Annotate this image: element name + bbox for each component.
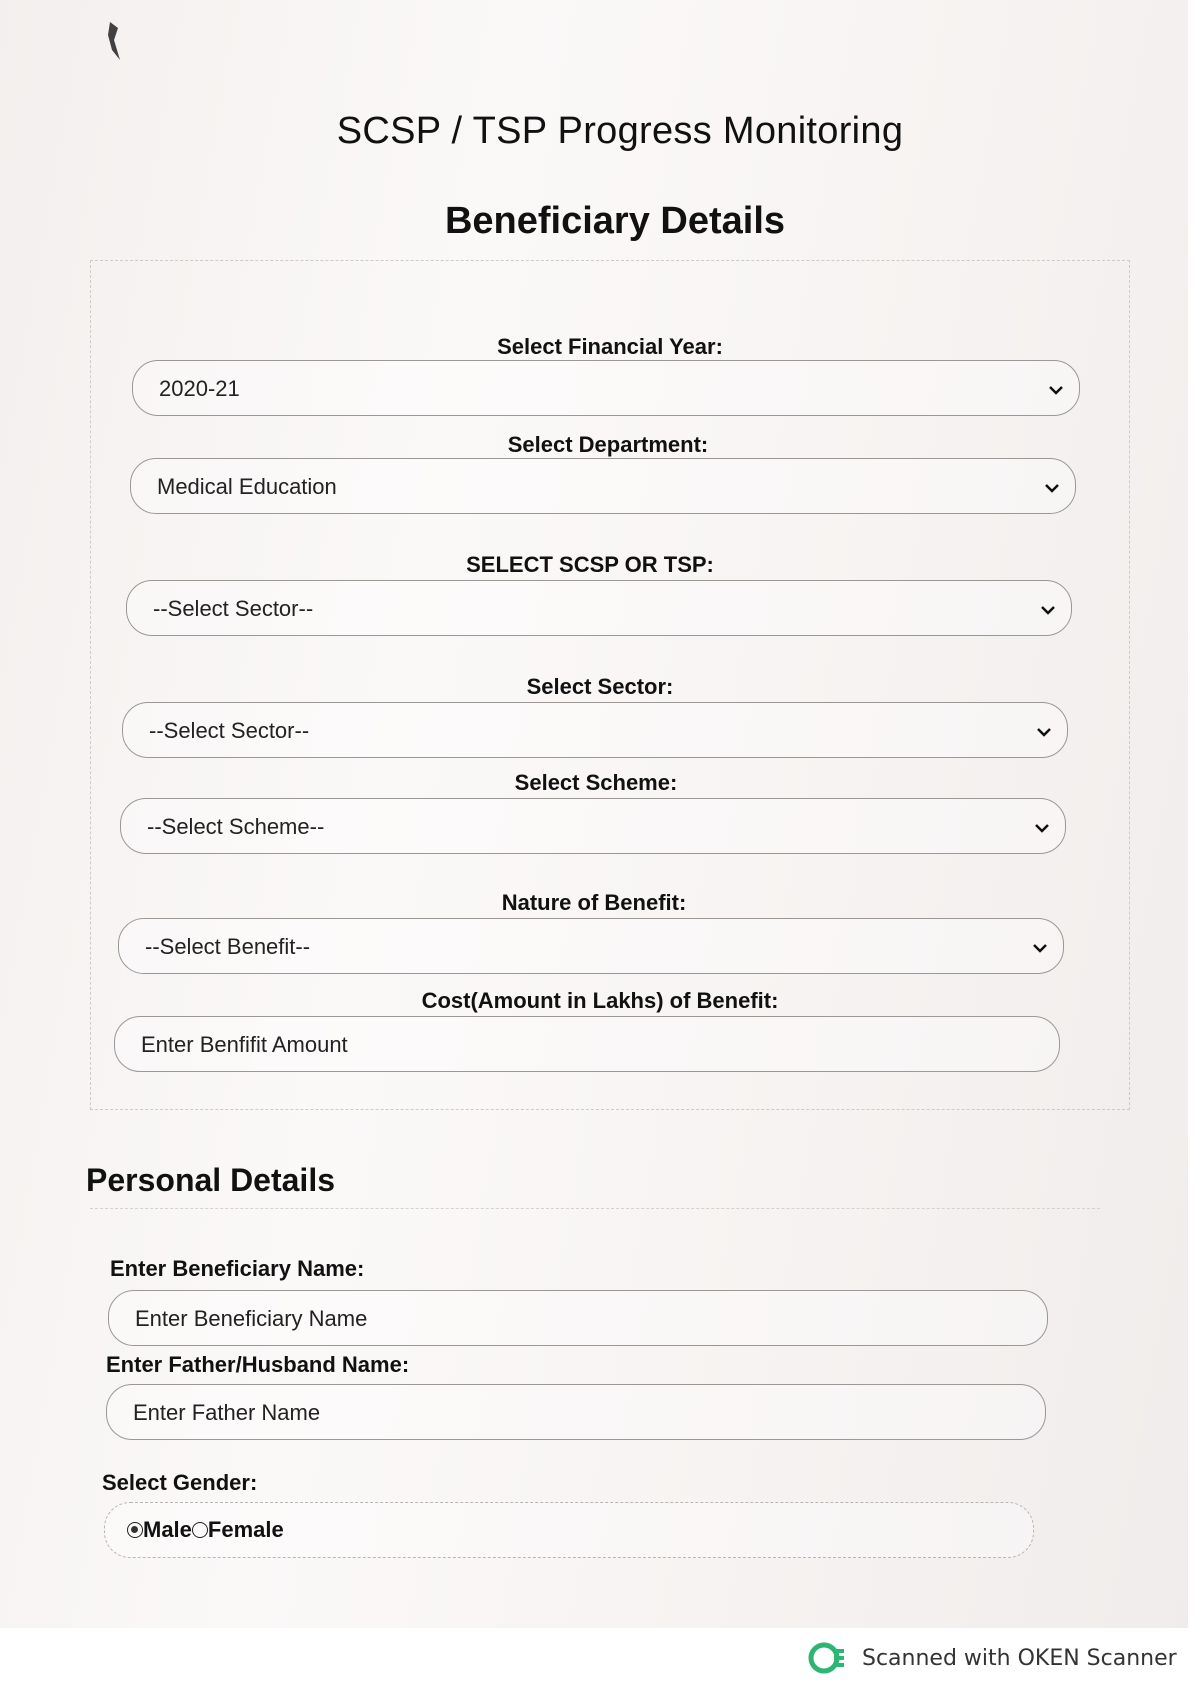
- sector-value: --Select Sector--: [149, 718, 310, 743]
- scheme-select[interactable]: [120, 798, 1066, 854]
- financial-year-label: Select Financial Year:: [497, 334, 723, 359]
- benefit-value: --Select Benefit--: [145, 934, 311, 959]
- male-label: Male: [143, 1517, 192, 1542]
- cost-label: Cost(Amount in Lakhs) of Benefit:: [421, 988, 779, 1013]
- gender-radio-group: [104, 1502, 1034, 1558]
- beneficiary-name-placeholder: Enter Beneficiary Name: [135, 1306, 368, 1331]
- chevron-down-icon: [1043, 479, 1061, 497]
- benefit-label: Nature of Benefit:: [501, 890, 687, 915]
- page-edge: [1188, 0, 1200, 1698]
- scanner-text: Scanned with OKEN Scanner: [862, 1645, 1177, 1671]
- scsp-tsp-select[interactable]: [126, 580, 1072, 636]
- cost-input[interactable]: [114, 1016, 1060, 1072]
- personal-details-title: Personal Details: [86, 1162, 335, 1198]
- female-label: Female: [207, 1517, 284, 1542]
- gender-label: Select Gender:: [102, 1470, 258, 1495]
- cost-placeholder: Enter Benfifit Amount: [141, 1032, 348, 1057]
- female-radio[interactable]: [192, 1522, 208, 1538]
- financial-year-select[interactable]: [132, 360, 1080, 416]
- beneficiary-name-input[interactable]: [108, 1290, 1048, 1346]
- form-title: Beneficiary Details: [444, 200, 786, 242]
- department-value: Medical Education: [157, 474, 337, 499]
- father-name-input[interactable]: [106, 1384, 1046, 1440]
- beneficiary-name-label: Enter Beneficiary Name:: [110, 1256, 365, 1281]
- scsp-tsp-label: SELECT SCSP OR TSP:: [466, 552, 714, 577]
- chevron-down-icon: [1039, 601, 1057, 619]
- financial-year-value: 2020-21: [159, 376, 240, 401]
- chevron-down-icon: [1047, 381, 1065, 399]
- department-label: Select Department:: [507, 432, 709, 457]
- sector-label: Select Sector:: [526, 674, 674, 699]
- father-name-placeholder: Enter Father Name: [133, 1400, 321, 1425]
- scanner-logo-icon: [808, 1641, 848, 1675]
- chevron-down-icon: [1031, 939, 1049, 957]
- scheme-label: Select Scheme:: [514, 770, 678, 795]
- scsp-tsp-value: --Select Sector--: [153, 596, 314, 621]
- male-radio[interactable]: [127, 1522, 143, 1538]
- chevron-down-icon: [1035, 723, 1053, 741]
- scheme-value: --Select Scheme--: [147, 814, 325, 839]
- chevron-down-icon: [1033, 819, 1051, 837]
- app-title: SCSP / TSP Progress Monitoring: [336, 110, 904, 152]
- smudge-mark: [100, 20, 130, 65]
- department-select[interactable]: [130, 458, 1076, 514]
- sector-select[interactable]: [122, 702, 1068, 758]
- scanner-watermark: [808, 1641, 1177, 1675]
- benefit-select[interactable]: [118, 918, 1064, 974]
- father-name-label: Enter Father/Husband Name:: [106, 1352, 410, 1377]
